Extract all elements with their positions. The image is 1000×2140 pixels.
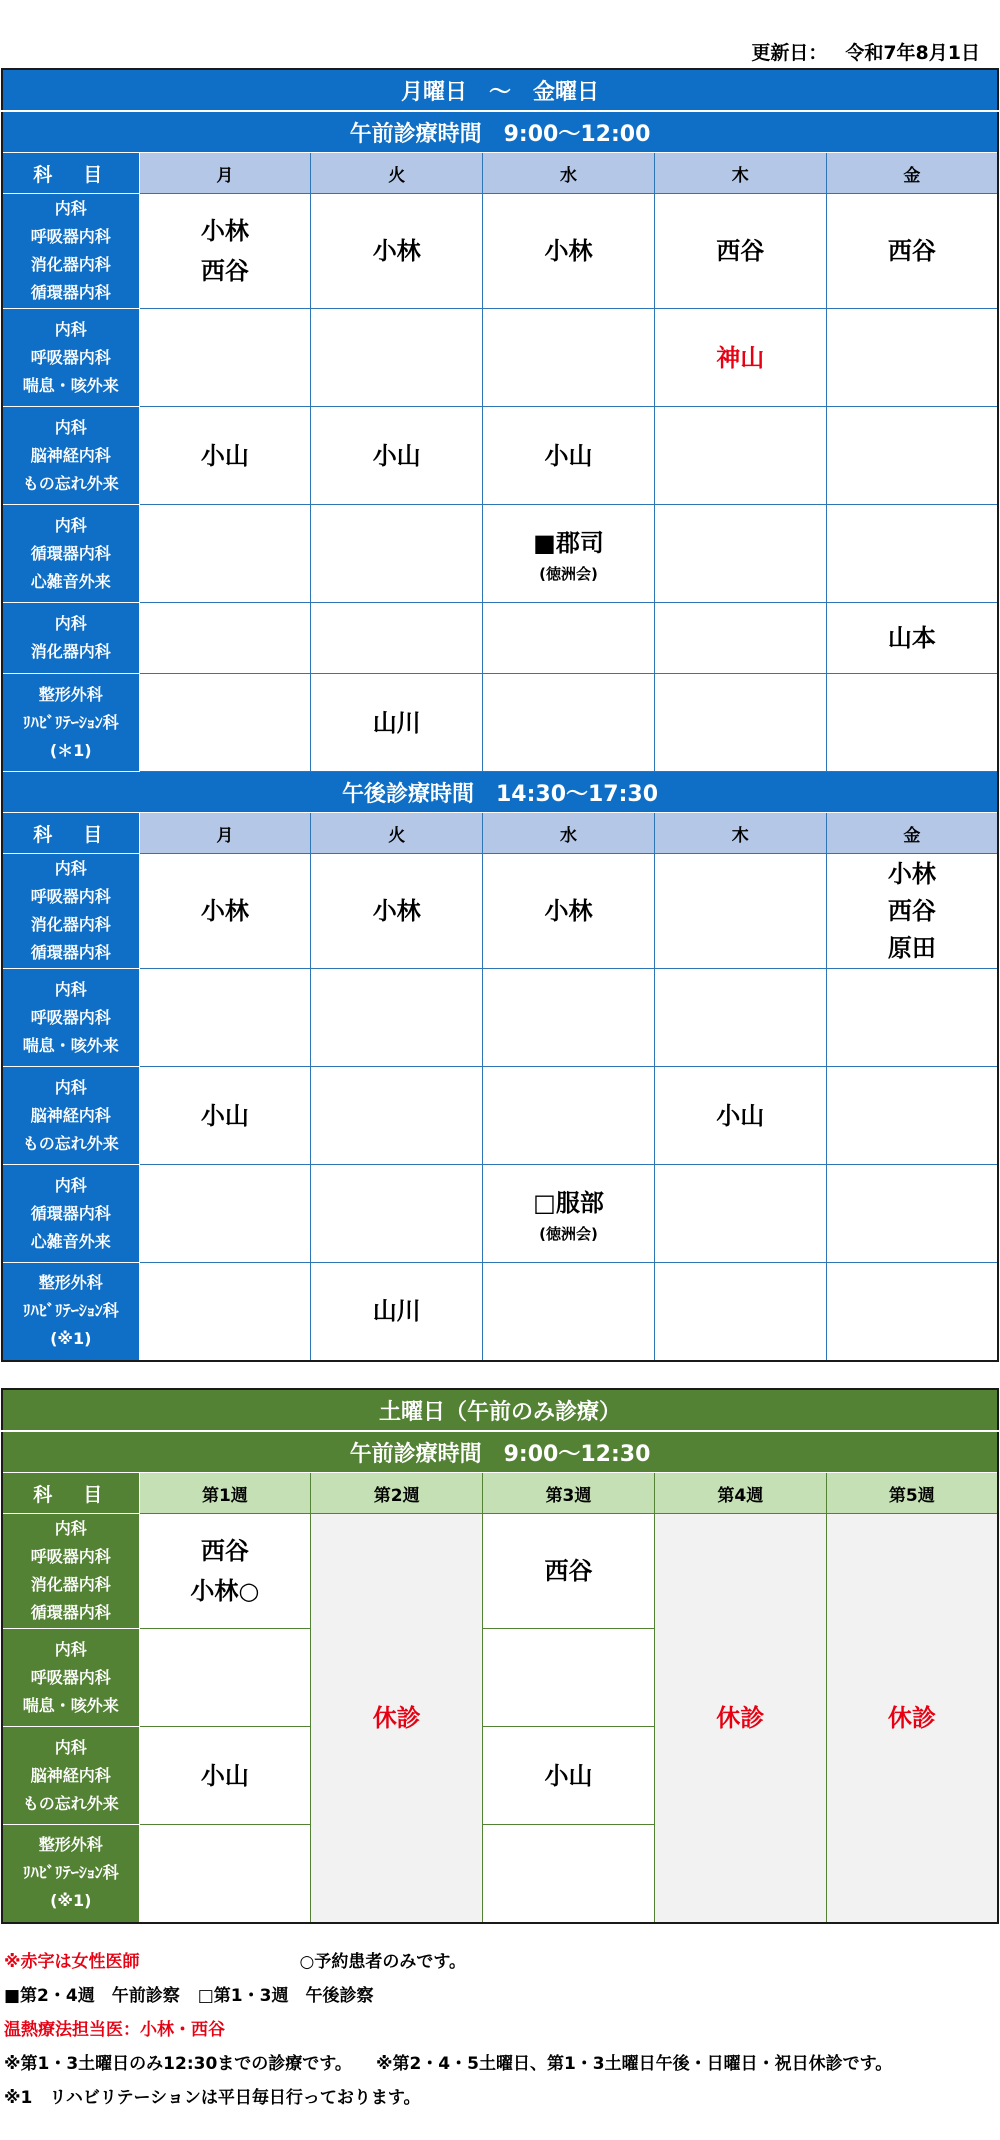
week-header-2: 第2週 (311, 1473, 483, 1514)
note-line (4, 1945, 994, 1979)
doctor-cell (311, 969, 483, 1067)
dept-label: 整形外科 ﾘﾊﾋﾞﾘﾃｰｼｮﾝ科 (※1) (2, 1825, 139, 1923)
doctor-cell (311, 1067, 483, 1165)
dept-header: 科 目 (2, 813, 139, 854)
doctor-cell: 西谷 (483, 1514, 655, 1629)
doctor-cell (483, 603, 655, 674)
day-header-mon: 月 (139, 813, 311, 854)
doctor-cell (826, 1263, 998, 1361)
doctor-cell (139, 309, 311, 407)
doctor-cell: 山川 (311, 674, 483, 772)
week-header-3: 第3週 (483, 1473, 655, 1514)
doctor-cell (654, 1165, 826, 1263)
dept-label: 内科 消化器内科 (2, 603, 139, 674)
saturday-am-hours: 午前診療時間 9:00～12:30 (2, 1431, 998, 1473)
doctor-cell (483, 1629, 655, 1727)
closed-cell-week4: 休診 (654, 1514, 826, 1923)
weekday-am-hours: 午前診療時間 9:00～12:00 (2, 111, 998, 153)
doctor-cell (654, 674, 826, 772)
doctor-cell (483, 674, 655, 772)
update-value: 令和7年8月1日 (845, 42, 980, 64)
doctor-cell (311, 505, 483, 603)
doctor-cell (654, 969, 826, 1067)
table-row (2, 1514, 998, 1629)
doctor-cell (654, 854, 826, 969)
dept-label: 内科 循環器内科 心雑音外来 (2, 505, 139, 603)
doctor-cell (826, 1165, 998, 1263)
day-header-tue: 火 (311, 153, 483, 194)
doctor-cell (826, 505, 998, 603)
doctor-cell: 小山 (654, 1067, 826, 1165)
day-header-wed: 水 (483, 153, 655, 194)
week-header-5: 第5週 (826, 1473, 998, 1514)
dept-label: 内科 呼吸器内科 喘息・咳外来 (2, 969, 139, 1067)
doctor-cell (139, 1165, 311, 1263)
note-hyperthermia: 温熱療法担当医：小林・西谷 (4, 2020, 225, 2040)
week-header-4: 第4週 (654, 1473, 826, 1514)
doctor-cell (139, 1263, 311, 1361)
doctor-cell (483, 1067, 655, 1165)
doctor-cell (483, 309, 655, 407)
day-header-thu: 木 (654, 813, 826, 854)
doctor-cell (139, 1629, 311, 1727)
day-header-fri: 金 (826, 153, 998, 194)
doctor-cell (826, 674, 998, 772)
dept-label: 内科 循環器内科 心雑音外来 (2, 1165, 139, 1263)
doctor-cell: 西谷 (826, 194, 998, 309)
day-header-mon: 月 (139, 153, 311, 194)
note-rehab: ※1 リハビリテーションは平日毎日行っております。 (4, 2088, 421, 2108)
doctor-cell: 山本 (826, 603, 998, 674)
doctor-cell (139, 674, 311, 772)
doctor-cell: 小山 (483, 407, 655, 505)
doctor-cell (139, 1825, 311, 1923)
dept-label: 内科 呼吸器内科 喘息・咳外来 (2, 1629, 139, 1727)
doctor-cell: 小山 (483, 1727, 655, 1825)
note-sat-hours: ※第1・3土曜日のみ12:30までの診療です。 (4, 2054, 352, 2074)
dept-label: 内科 呼吸器内科 消化器内科 循環器内科 (2, 194, 139, 309)
table-row (2, 505, 998, 603)
note-holidays: ※第2・4・5土曜日、第1・3土曜日午後・日曜日・祝日休診です。 (375, 2054, 893, 2074)
doctor-cell (139, 505, 311, 603)
weekday-pm-header-row (2, 813, 998, 854)
dept-label: 内科 呼吸器内科 消化器内科 循環器内科 (2, 1514, 139, 1629)
weekday-pm-hours: 午後診療時間 14:30～17:30 (2, 772, 998, 813)
saturday-schedule-table (1, 1388, 999, 1924)
dept-header: 科 目 (2, 153, 139, 194)
table-row (2, 969, 998, 1067)
doctor-cell: 小山 (139, 1067, 311, 1165)
table-row (2, 674, 998, 772)
dept-label: 内科 脳神経内科 もの忘れ外来 (2, 407, 139, 505)
doctor-cell: 西谷 小林○ (139, 1514, 311, 1629)
day-header-tue: 火 (311, 813, 483, 854)
note-week13: □第1・3週 午後診察 (197, 1986, 374, 2006)
doctor-cell-female: 神山 (654, 309, 826, 407)
week-header-1: 第1週 (139, 1473, 311, 1514)
doctor-cell: 山川 (311, 1263, 483, 1361)
note-week24: ■第2・4週 午前診察 (4, 1986, 180, 2006)
day-header-wed: 水 (483, 813, 655, 854)
dept-label: 整形外科 ﾘﾊﾋﾞﾘﾃｰｼｮﾝ科 (＊1) (2, 674, 139, 772)
day-header-fri: 金 (826, 813, 998, 854)
doctor-cell: 小山 (139, 1727, 311, 1825)
doctor-cell (654, 505, 826, 603)
doctor-cell: 小林 (311, 854, 483, 969)
note-line (4, 2047, 994, 2081)
doctor-cell (311, 309, 483, 407)
dept-label: 整形外科 ﾘﾊﾋﾞﾘﾃｰｼｮﾝ科 (※1) (2, 1263, 139, 1361)
doctor-cell (483, 1825, 655, 1923)
doctor-cell: 小林 (483, 854, 655, 969)
dept-label: 内科 脳神経内科 もの忘れ外来 (2, 1727, 139, 1825)
doctor-cell (483, 969, 655, 1067)
table-row (2, 194, 998, 309)
weekday-am-header-row (2, 153, 998, 194)
closed-cell-week2: 休診 (311, 1514, 483, 1923)
dept-label: 内科 呼吸器内科 喘息・咳外来 (2, 309, 139, 407)
doctor-cell (826, 407, 998, 505)
doctor-cell: 小林 (139, 854, 311, 969)
weekday-schedule-table (1, 68, 999, 1362)
doctor-cell (826, 969, 998, 1067)
table-row (2, 1263, 998, 1361)
affiliation-note: (徳洲会) (539, 564, 598, 583)
doctor-cell (311, 603, 483, 674)
day-header-thu: 木 (654, 153, 826, 194)
dept-label: 内科 脳神経内科 もの忘れ外来 (2, 1067, 139, 1165)
doctor-cell: ■郡司 (徳洲会) (483, 505, 655, 603)
table-row (2, 1067, 998, 1165)
saturday-header-row (2, 1473, 998, 1514)
doctor-cell: 小林 西谷 原田 (826, 854, 998, 969)
doctor-cell (139, 969, 311, 1067)
dept-label: 内科 呼吸器内科 消化器内科 循環器内科 (2, 854, 139, 969)
weekday-title: 月曜日 ～ 金曜日 (2, 69, 998, 111)
doctor-cell (826, 309, 998, 407)
doctor-cell: 小山 (139, 407, 311, 505)
note-line (4, 1979, 994, 2013)
table-row (2, 854, 998, 969)
doctor-cell (311, 1165, 483, 1263)
doctor-cell (139, 603, 311, 674)
doctor-cell (654, 407, 826, 505)
doctor-cell: 小林 西谷 (139, 194, 311, 309)
doctor-cell: 小林 (483, 194, 655, 309)
closed-cell-week5: 休診 (826, 1514, 998, 1923)
doctor-cell: 小林 (311, 194, 483, 309)
doctor-cell (654, 603, 826, 674)
table-row (2, 1165, 998, 1263)
note-reserved: ○予約患者のみです。 (299, 1952, 467, 1972)
table-row (2, 309, 998, 407)
note-female-doctor: ※赤字は女性医師 (4, 1952, 140, 1972)
doctor-cell (826, 1067, 998, 1165)
doctor-cell: 西谷 (654, 194, 826, 309)
doctor-cell (654, 1263, 826, 1361)
saturday-title: 土曜日（午前のみ診療） (2, 1389, 998, 1431)
affiliation-note: (徳洲会) (539, 1224, 598, 1243)
table-row (2, 407, 998, 505)
doctor-cell: □服部 (徳洲会) (483, 1165, 655, 1263)
update-label: 更新日： (751, 42, 828, 64)
doctor-cell: 小山 (311, 407, 483, 505)
update-date (751, 38, 980, 65)
dept-header: 科 目 (2, 1473, 139, 1514)
doctor-cell (483, 1263, 655, 1361)
footnotes (4, 1945, 994, 2115)
table-row (2, 603, 998, 674)
